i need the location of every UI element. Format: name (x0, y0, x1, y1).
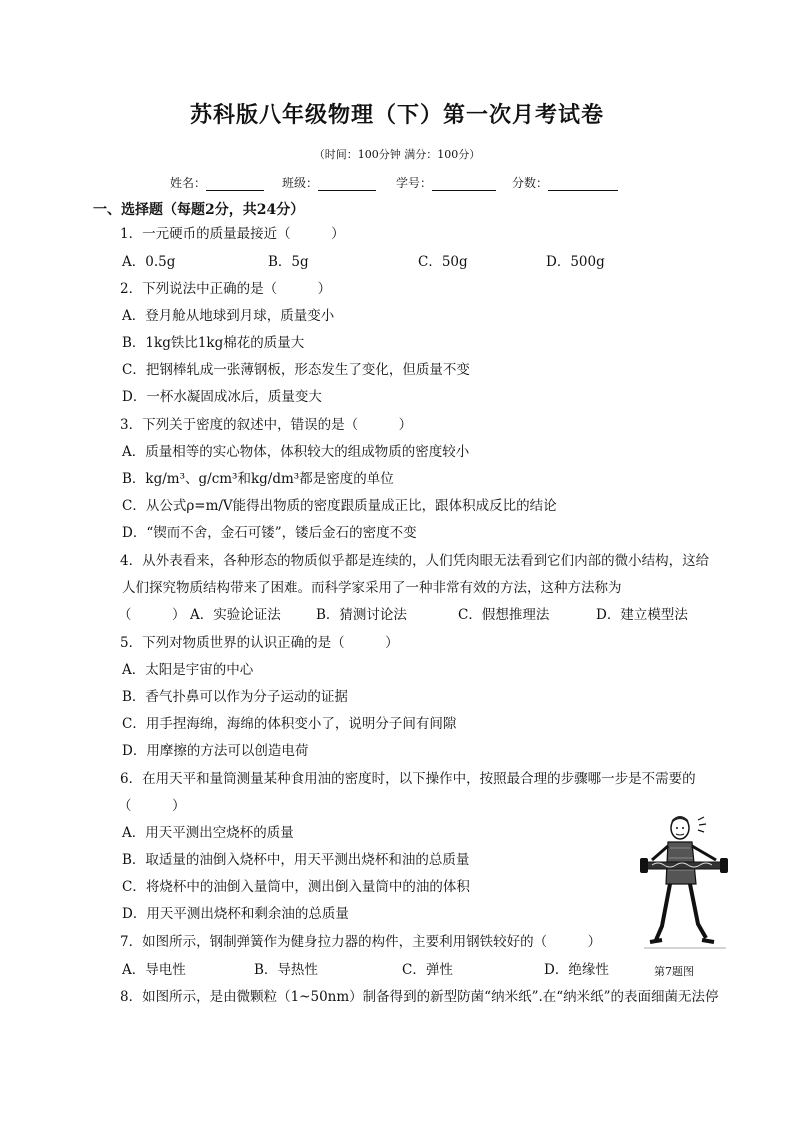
score-blank (548, 178, 618, 191)
q6-option-d: D．用天平测出烧杯和剩余油的总质量 (122, 906, 349, 922)
q2-stem: 2．下列说法中正确的是（ ） (120, 281, 332, 297)
q1-stem: 1．一元硬币的质量最接近（ ） (120, 226, 345, 242)
q7-option-d: D．绝缘性 (544, 962, 609, 978)
q7-stem: 7．如图所示，钢制弹簧作为健身拉力器的构件，主要利用钢铁较好的（ ） (120, 934, 602, 950)
score-label: 分数： (512, 176, 549, 190)
q5-stem: 5．下列对物质世界的认识正确的是（ ） (120, 635, 399, 651)
q1-option-b: B．5g (268, 254, 309, 270)
q4-answer-paren: （ ） (118, 607, 186, 623)
q2-option-a: A．登月舱从地球到月球，质量变小 (122, 308, 335, 324)
q3-stem: 3．下列关于密度的叙述中，错误的是（ ） (120, 417, 413, 433)
q5-option-b: B．香气扑鼻可以作为分子运动的证据 (122, 689, 348, 705)
class-field (282, 174, 376, 191)
q6-option-b: B．取适量的油倒入烧杯中，用天平测出烧杯和油的总质量 (122, 852, 470, 868)
q7-option-b: B．导热性 (254, 962, 318, 978)
class-blank (318, 178, 376, 191)
q3-option-b: B．kg/m³、g/cm³和kg/dm³都是密度的单位 (122, 471, 394, 487)
q7-option-c: C．弹性 (402, 962, 453, 978)
q2-option-b: B．1kg铁比1kg棉花的质量大 (122, 335, 305, 351)
q2-option-c: C．把钢棒轧成一张薄钢板，形态发生了变化，但质量不变 (122, 362, 470, 378)
q5-option-d: D．用摩擦的方法可以创造电荷 (122, 743, 309, 759)
q4-stem-line1: 4．从外表看来，各种形态的物质似乎都是连续的，人们凭肉眼无法看到它们内部的微小结构，这给 (120, 553, 710, 569)
q5-option-a: A．太阳是宇宙的中心 (122, 662, 254, 678)
id-blank (432, 178, 496, 191)
exam-subtitle: （时间：100分钟 满分：100分） (313, 148, 481, 161)
section-heading: 一、选择题（每题2分，共24分） (93, 202, 305, 218)
figure-caption: 第7题图 (654, 965, 694, 978)
q8-stem: 8．如图所示，是由微颗粒（1~50nm）制备得到的新型防菌“纳米纸”.在“纳米纸”的表面细菌无法停 (120, 989, 719, 1005)
q6-option-c: C．将烧杯中的油倒入量筒中，测出倒入量筒中的油的体积 (122, 879, 470, 895)
q1-option-d: D．500g (546, 254, 605, 270)
name-label: 姓名： (170, 176, 207, 190)
q3-option-a: A．质量相等的实心物体，体积较大的组成物质的密度较小 (122, 444, 470, 460)
q4-option-a: A．实验论证法 (190, 607, 281, 623)
score-field (512, 174, 618, 191)
q6-option-a: A．用天平测出空烧杯的质量 (122, 825, 294, 841)
id-field (396, 174, 496, 191)
chest-expander-figure (640, 814, 732, 954)
q1-option-a: A．0.5g (122, 254, 176, 270)
id-label: 学号： (396, 176, 433, 190)
q3-option-c: C．从公式ρ=m/V能得出物质的密度跟质量成正比，跟体积成反比的结论 (122, 498, 557, 514)
class-label: 班级： (282, 176, 319, 190)
q2-option-d: D．一杯水凝固成冰后，质量变大 (122, 389, 322, 405)
q3-option-d: D．“锲而不舍，金石可镂”，镂后金石的密度不变 (122, 525, 417, 541)
name-blank (206, 178, 264, 191)
q7-option-a: A．导电性 (122, 962, 186, 978)
q4-option-b: B．猜测讨论法 (316, 607, 407, 623)
q4-stem-line2: 人们探究物质结构带来了困难。而科学家采用了一种非常有效的方法，这种方法称为 (122, 580, 622, 596)
q6-answer-paren: （ ） (118, 798, 186, 814)
page-title: 苏科版八年级物理（下）第一次月考试卷 (189, 102, 604, 128)
q6-stem: 6．在用天平和量筒测量某种食用油的密度时，以下操作中，按照最合理的步骤哪一步是不需要的 (120, 771, 696, 787)
q5-option-c: C．用手捏海绵，海绵的体积变小了，说明分子间有间隙 (122, 716, 457, 732)
q1-option-c: C．50g (418, 254, 468, 270)
q4-option-c: C．假想推理法 (458, 607, 550, 623)
q4-option-d: D．建立模型法 (596, 607, 688, 623)
name-field (170, 174, 264, 191)
